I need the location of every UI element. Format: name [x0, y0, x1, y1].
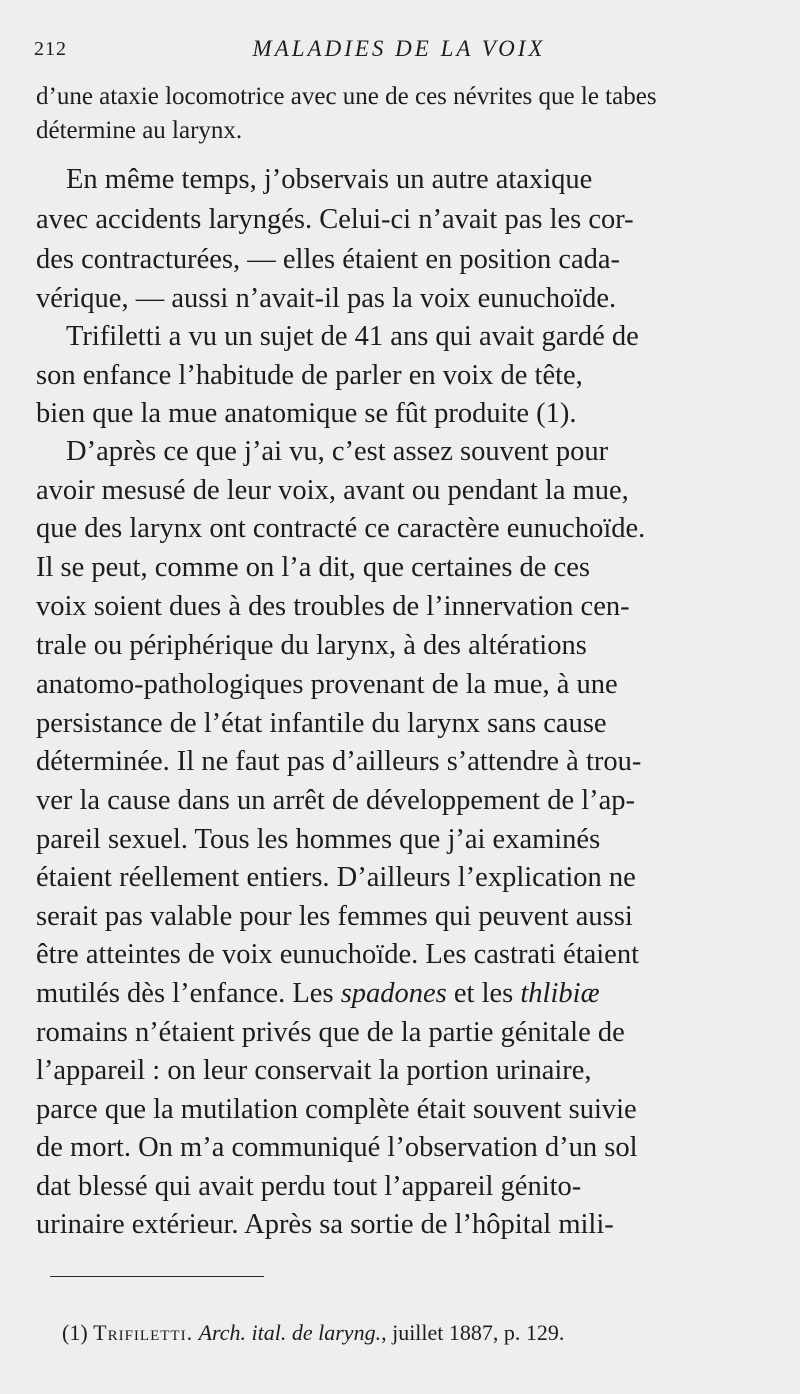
page-number: 212 [34, 38, 67, 60]
text-line: pareil sexuel. Tous les hommes que j’ai examinés [36, 824, 601, 855]
text-line: trale ou périphérique du larynx, à des altérations [36, 630, 587, 661]
text-line: anatomo-pathologiques provenant de la mue, à une [36, 669, 618, 700]
text-line: détermine au larynx. [36, 117, 243, 144]
text-line: des contracturées, — elles étaient en position cada- [36, 244, 621, 275]
text-line: ver la cause dans un arrêt de développement de l’ap- [36, 785, 636, 816]
text-line: urinaire extérieur. Après sa sortie de l’hôpital mili- [36, 1209, 614, 1240]
footnote-details: , juillet 1887, p. 129. [381, 1320, 565, 1345]
page-header [34, 36, 764, 66]
text-line: avoir mesusé de leur voix, avant ou pendant la mue, [36, 475, 629, 506]
text-line: de mort. On m’a communiqué l’observation d’un sol [36, 1132, 638, 1163]
text-line: être atteintes de voix eunuchoïde. Les castrati étaient [36, 939, 639, 970]
text-line: D’après ce que j’ai vu, c’est assez souvent pour [66, 436, 609, 467]
text-line: que des larynx ont contracté ce caractère eunuchoïde. [36, 513, 646, 544]
italic-term-spadones: spadones [340, 978, 447, 1009]
text-line: voix soient dues à des troubles de l’innervation cen- [36, 591, 630, 622]
text-line: vérique, — aussi n’avait-il pas la voix eunuchoïde. [36, 283, 617, 314]
text-line: déterminée. Il ne faut pas d’ailleurs s’attendre à trou- [36, 746, 642, 777]
text-line: dat blessé qui avait perdu tout l’appareil génito- [36, 1171, 582, 1202]
text-line: avec accidents laryngés. Celui-ci n’avait pas les cor- [36, 204, 634, 235]
text-line: persistance de l’état infantile du larynx sans cause [36, 708, 607, 739]
text-segment: mutilés dès l’enfance. Les [36, 978, 341, 1009]
text-line-with-italics [36, 980, 764, 1009]
footnote-marker: (1) [62, 1320, 88, 1345]
text-segment: et les [446, 978, 521, 1009]
text-line: En même temps, j’observais un autre ataxique [66, 164, 593, 195]
text-line: l’appareil : on leur conservait la portion urinaire, [36, 1055, 592, 1086]
text-line: bien que la mue anatomique se fût produite (1). [36, 398, 577, 429]
footnote [62, 1320, 564, 1346]
text-line: étaient réellement entiers. D’ailleurs l’explication ne [36, 862, 636, 893]
footnote-author: Trifiletti. [93, 1320, 194, 1345]
footnote-journal: Arch. ital. de laryng. [198, 1320, 382, 1345]
italic-term-thlibiae: thlibiæ [520, 978, 600, 1009]
text-line: Trifiletti a vu un sujet de 41 ans qui avait gardé de [66, 321, 639, 352]
text-line: Il se peut, comme on l’a dit, que certaines de ces [36, 552, 590, 583]
running-title: MALADIES DE LA VOIX [252, 36, 546, 61]
text-line: romains n’étaient privés que de la partie génitale de [36, 1017, 625, 1048]
text-line: son enfance l’habitude de parler en voix de tête, [36, 360, 583, 391]
footnote-divider [50, 1276, 264, 1277]
text-line: d’une ataxie locomotrice avec une de ces névrites que le tabes [36, 83, 657, 110]
text-line: parce que la mutilation complète était souvent suivie [36, 1094, 637, 1125]
text-line: serait pas valable pour les femmes qui peuvent aussi [36, 901, 633, 932]
